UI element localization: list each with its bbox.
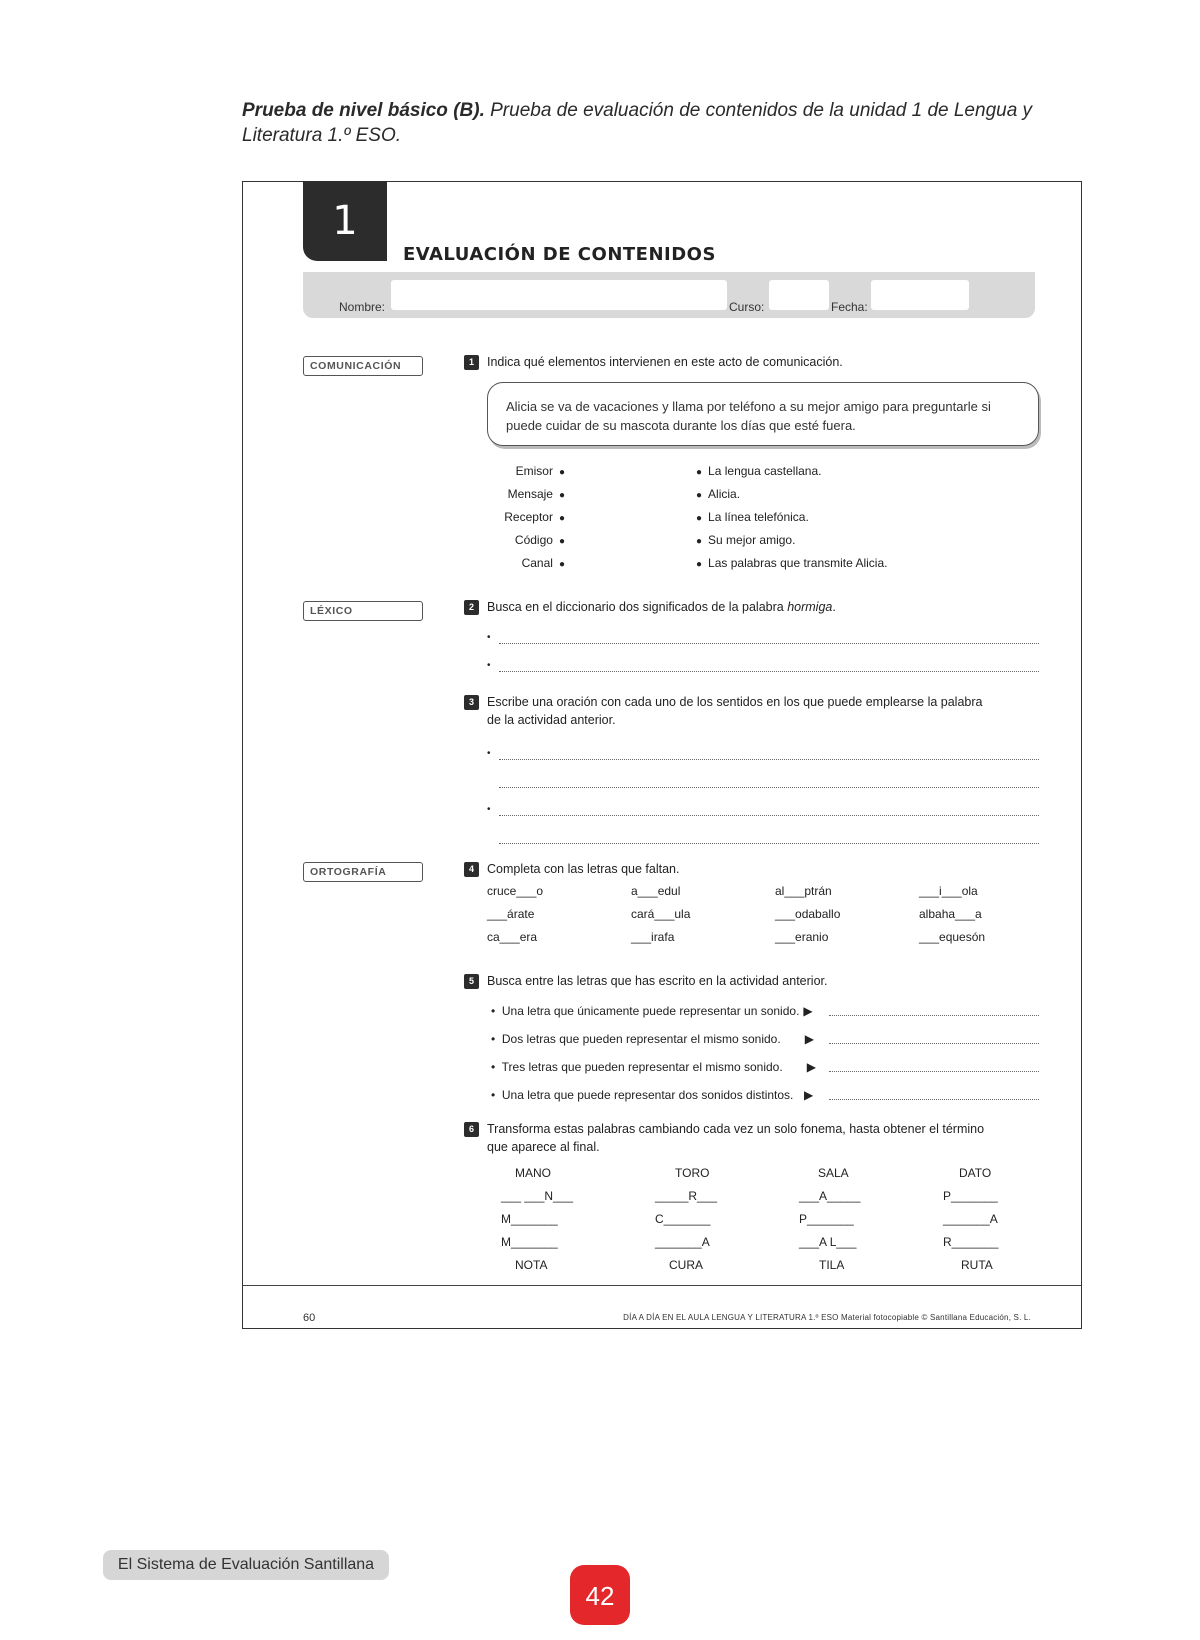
fill-word: ___equesón	[919, 930, 986, 944]
caption-rest: Prueba de evaluación de contenidos de la unidad 1 de Lengua y Literatura 1.º ESO.	[242, 100, 1033, 146]
ladder-cell: NOTA	[515, 1258, 548, 1272]
bullet: •	[487, 804, 491, 815]
ladder-cell: ___A L___	[799, 1235, 857, 1249]
question-5-text: Busca entre las letras que has escrito en la actividad anterior.	[487, 974, 828, 988]
fill-word: al___ptrán	[775, 884, 832, 898]
match-right-item: ● La línea telefónica.	[696, 510, 809, 524]
ladder-cell: CURA	[669, 1258, 704, 1272]
sheet-title: EVALUACIÓN DE CONTENIDOS	[403, 244, 716, 265]
caption-bold: Prueba de nivel básico (B).	[242, 100, 485, 121]
ladder-cell: C_______	[655, 1212, 711, 1226]
q5-item: • Una letra que puede representar dos sonidos distintos. ▶	[491, 1088, 814, 1102]
question-4-text: Completa con las letras que faltan.	[487, 862, 680, 876]
fecha-label: Fecha:	[831, 300, 868, 314]
section-tag-ortografia: ORTOGRAFÍA	[303, 862, 423, 882]
question-1-text: Indica qué elementos intervienen en este acto de comunicación.	[487, 355, 843, 369]
ladder-cell: M_______	[501, 1212, 558, 1226]
ladder-cell: M_______	[501, 1235, 558, 1249]
ladder-cell: ___A_____	[799, 1189, 861, 1203]
match-left-item: Mensaje ●	[507, 487, 565, 501]
nombre-label: Nombre:	[339, 300, 386, 314]
ladder-cell: SALA	[818, 1166, 849, 1180]
answer-line[interactable]	[829, 1029, 1039, 1044]
fill-word: albaha___a	[919, 907, 982, 921]
student-info-bar	[303, 272, 1035, 318]
match-left-item: Código ●	[514, 533, 565, 547]
question-number-4: 4	[464, 862, 479, 877]
match-left-item: Receptor ●	[504, 510, 565, 524]
fecha-field[interactable]	[871, 280, 969, 310]
answer-line[interactable]	[499, 829, 1039, 844]
scenario-box: Alicia se va de vacaciones y llama por teléfono a su mejor amigo para preguntarle si puede cuidar de su mascota durante los días que esté fuera.	[487, 382, 1039, 446]
fill-word: cará___ula	[631, 907, 691, 921]
nombre-field[interactable]	[391, 280, 727, 310]
fill-word: ca___era	[487, 930, 538, 944]
bullet: •	[487, 632, 491, 643]
ladder-cell: P_______	[799, 1212, 854, 1226]
ladder-cell: _______A	[943, 1212, 998, 1226]
answer-line[interactable]	[499, 773, 1039, 788]
match-right-item: ● Las palabras que transmite Alicia.	[696, 556, 888, 570]
ladder-cell: ___ ___N___	[501, 1189, 574, 1203]
unit-number-tab: 1	[303, 181, 387, 261]
fill-word: ___árate	[487, 907, 535, 921]
fill-word: a___edul	[631, 884, 681, 898]
ladder-cell: P_______	[943, 1189, 998, 1203]
match-left-item: Canal ●	[521, 556, 565, 570]
bullet: •	[487, 748, 491, 759]
worksheet	[242, 181, 1082, 1329]
section-tag-lexico: LÉXICO	[303, 601, 423, 621]
answer-line[interactable]	[829, 1001, 1039, 1016]
question-number-3: 3	[464, 695, 479, 710]
ladder-cell: TILA	[819, 1258, 845, 1272]
q5-item: • Una letra que únicamente puede representar un sonido. ▶	[491, 1004, 813, 1018]
ladder-cell: _______A	[655, 1235, 710, 1249]
answer-line[interactable]	[499, 745, 1039, 760]
ladder-cell: RUTA	[961, 1258, 993, 1272]
answer-line[interactable]	[499, 801, 1039, 816]
question-number-5: 5	[464, 974, 479, 989]
fill-word: ___irafa	[631, 930, 675, 944]
question-number-1: 1	[464, 355, 479, 370]
question-number-2: 2	[464, 600, 479, 615]
brand-label: El Sistema de Evaluación Santillana	[103, 1550, 389, 1580]
footer-page-number: 60	[303, 1312, 316, 1324]
ladder-cell: MANO	[515, 1166, 551, 1180]
answer-line[interactable]	[829, 1085, 1039, 1100]
footer-text: DÍA A DÍA EN EL AULA LENGUA Y LITERATURA 1.º ESO Material fotocopiable © Santillana Educación, S. L.	[623, 1313, 1031, 1322]
document-caption	[242, 98, 1092, 148]
ladder-cell: TORO	[675, 1166, 710, 1180]
curso-field[interactable]	[769, 280, 829, 310]
question-2-text: Busca en el diccionario dos significados de la palabra hormiga.	[487, 600, 836, 614]
answer-line[interactable]	[499, 629, 1039, 644]
section-tag-comunicacion: COMUNICACIÓN	[303, 356, 423, 376]
fill-word: cruce___o	[487, 884, 544, 898]
curso-label: Curso:	[729, 300, 765, 314]
bullet: •	[487, 660, 491, 671]
fill-word: ___odaballo	[775, 907, 841, 921]
match-right-item: ● La lengua castellana.	[696, 464, 822, 478]
match-right-item: ● Alicia.	[696, 487, 741, 501]
page-number-badge: 42	[570, 1565, 630, 1625]
match-left-item: Emisor ●	[515, 464, 565, 478]
ladder-cell: R_______	[943, 1235, 999, 1249]
fill-word: ___eranio	[775, 930, 829, 944]
q5-item: • Dos letras que pueden representar el mismo sonido. ▶	[491, 1032, 814, 1046]
ladder-cell: _____R___	[655, 1189, 718, 1203]
question-3-text: Escribe una oración con cada uno de los sentidos en los que puede emplearse la palabra de la actividad anterior.	[487, 695, 983, 727]
question-number-6: 6	[464, 1122, 479, 1137]
fill-word: ___i___ola	[919, 884, 978, 898]
q5-item: • Tres letras que pueden representar el mismo sonido. ▶	[491, 1060, 816, 1074]
question-6-text: Transforma estas palabras cambiando cada vez un solo fonema, hasta obtener el término que aparece al final.	[487, 1122, 985, 1154]
match-right-item: ● Su mejor amigo.	[696, 533, 796, 547]
answer-line[interactable]	[499, 657, 1039, 672]
footer-divider	[243, 1285, 1081, 1286]
answer-line[interactable]	[829, 1057, 1039, 1072]
ladder-cell: DATO	[959, 1166, 992, 1180]
